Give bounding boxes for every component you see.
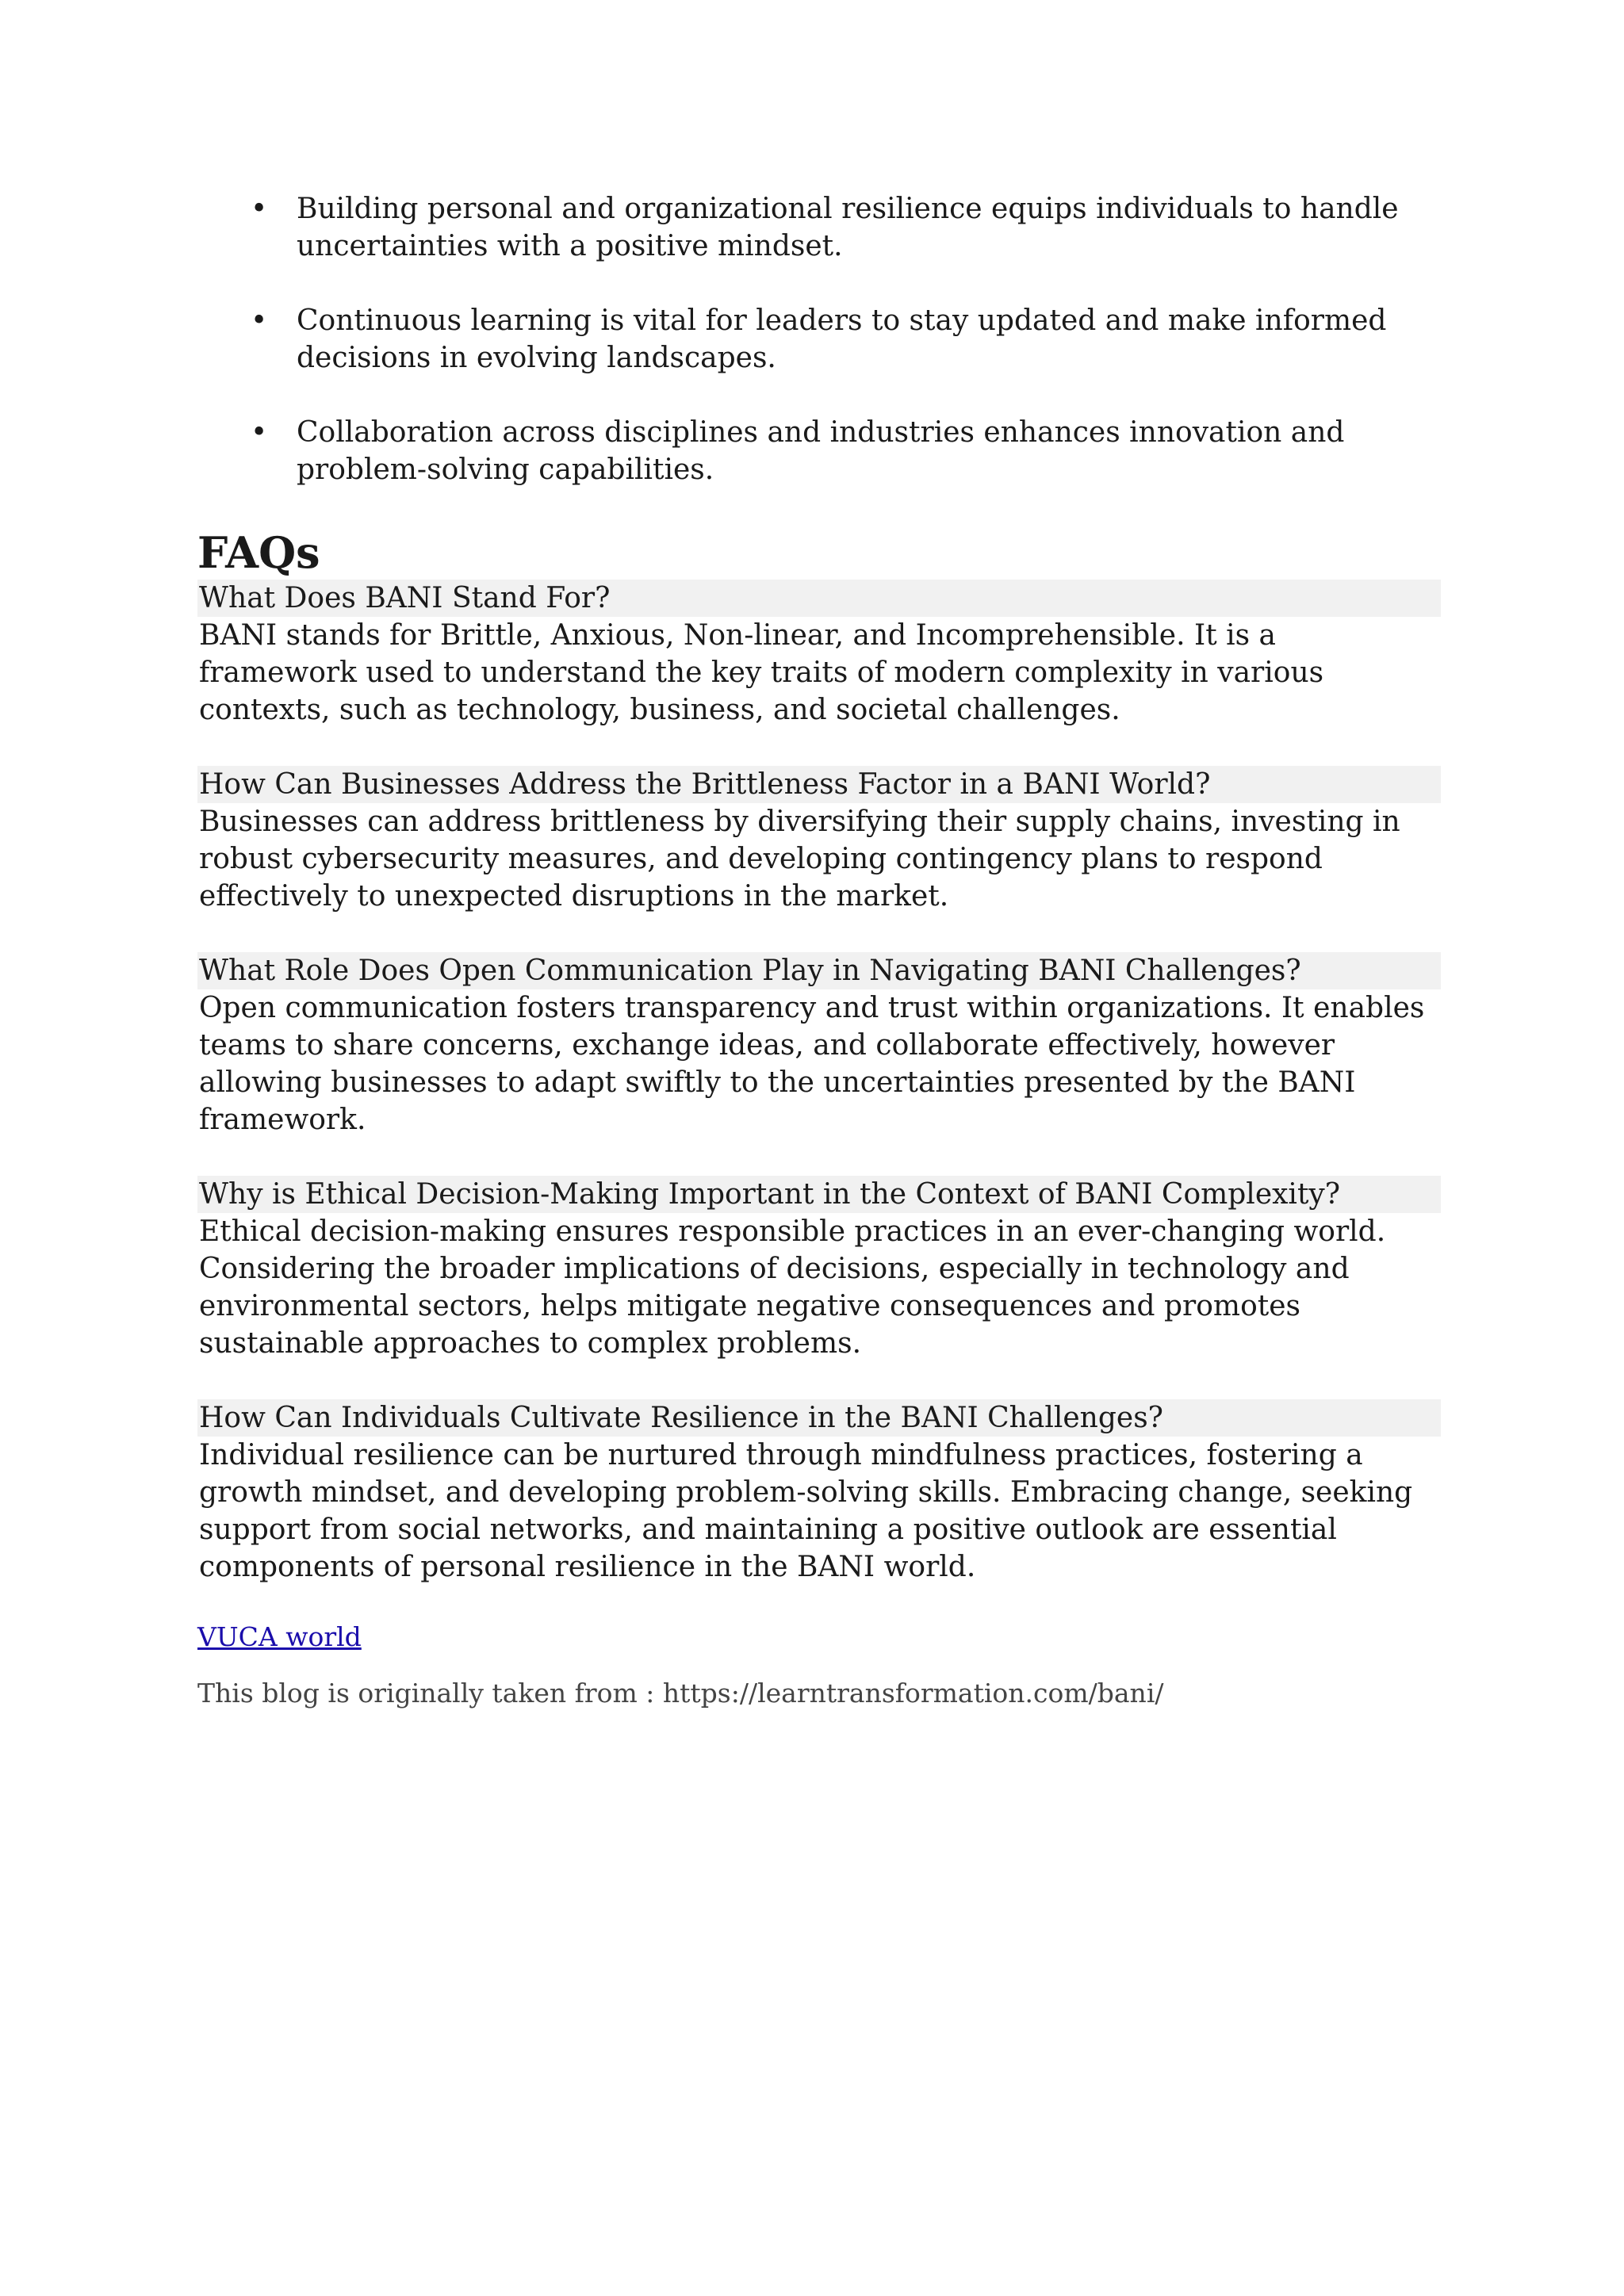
source-attribution: This blog is originally taken from : https://learntransformation.com/bani/	[197, 1678, 1164, 1709]
vuca-world-link[interactable]: VUCA world	[197, 1621, 362, 1652]
faq-question: Why is Ethical Decision-Making Important in the Context of BANI Complexity?	[197, 1176, 1441, 1213]
bullet-dot-icon: •	[251, 304, 268, 337]
bullet-dot-icon: •	[251, 193, 268, 225]
bullet-dot-icon: •	[251, 416, 268, 449]
faq-answer: BANI stands for Brittle, Anxious, Non-linear, and Incomprehensible. It is a framework used to understand the key traits of modern complexity in various contexts, such as technology, business, and societal challenges.	[199, 619, 1324, 726]
faq-question: How Can Individuals Cultivate Resilience in the BANI Challenges?	[197, 1399, 1441, 1437]
faq-answer: Businesses can address brittleness by diversifying their supply chains, investing in robust cybersecurity measures, and developing contingency plans to respond effectively to unexpected disruptions in the market.	[199, 806, 1400, 913]
bullet-item	[197, 190, 1441, 265]
faq-item	[197, 1399, 1441, 1586]
faq-answer: Individual resilience can be nurtured through mindfulness practices, fostering a growth mindset, and developing problem-solving skills. Embracing change, seeking support from social networks, and maintaining a positive outlook are essential components of personal resilience in the BANI world.	[199, 1439, 1413, 1583]
faq-question: What Does BANI Stand For?	[197, 580, 1441, 617]
faqs-heading: FAQs	[197, 527, 320, 578]
faq-item	[197, 952, 1441, 1138]
bullet-item	[197, 414, 1441, 488]
faq-item	[197, 580, 1441, 729]
bullet-text: Continuous learning is vital for leaders to stay updated and make informed decisions in evolving landscapes.	[297, 304, 1387, 374]
bullet-text: Building personal and organizational resilience equips individuals to handle uncertainties with a positive mindset.	[297, 193, 1399, 262]
document-page	[197, 190, 1441, 1712]
faq-answer: Open communication fosters transparency and trust within organizations. It enables teams to share concerns, exchange ideas, and collaborate effectively, however allowing businesses to adapt swiftly to the uncertainties presented by the BANI framework.	[199, 992, 1425, 1136]
faq-item	[197, 766, 1441, 915]
bullet-item	[197, 302, 1441, 377]
faq-item	[197, 1176, 1441, 1362]
faq-question: How Can Businesses Address the Brittleness Factor in a BANI World?	[197, 766, 1441, 803]
bullet-list	[197, 190, 1441, 488]
faq-answer: Ethical decision-making ensures responsible practices in an ever-changing world. Considering the broader implications of decisions, especially in technology and environmental sectors, helps mitigate negative consequences and promotes sustainable approaches to complex problems.	[199, 1215, 1386, 1360]
faq-question: What Role Does Open Communication Play in Navigating BANI Challenges?	[197, 952, 1441, 989]
bullet-text: Collaboration across disciplines and industries enhances innovation and problem-solving capabilities.	[297, 416, 1345, 486]
